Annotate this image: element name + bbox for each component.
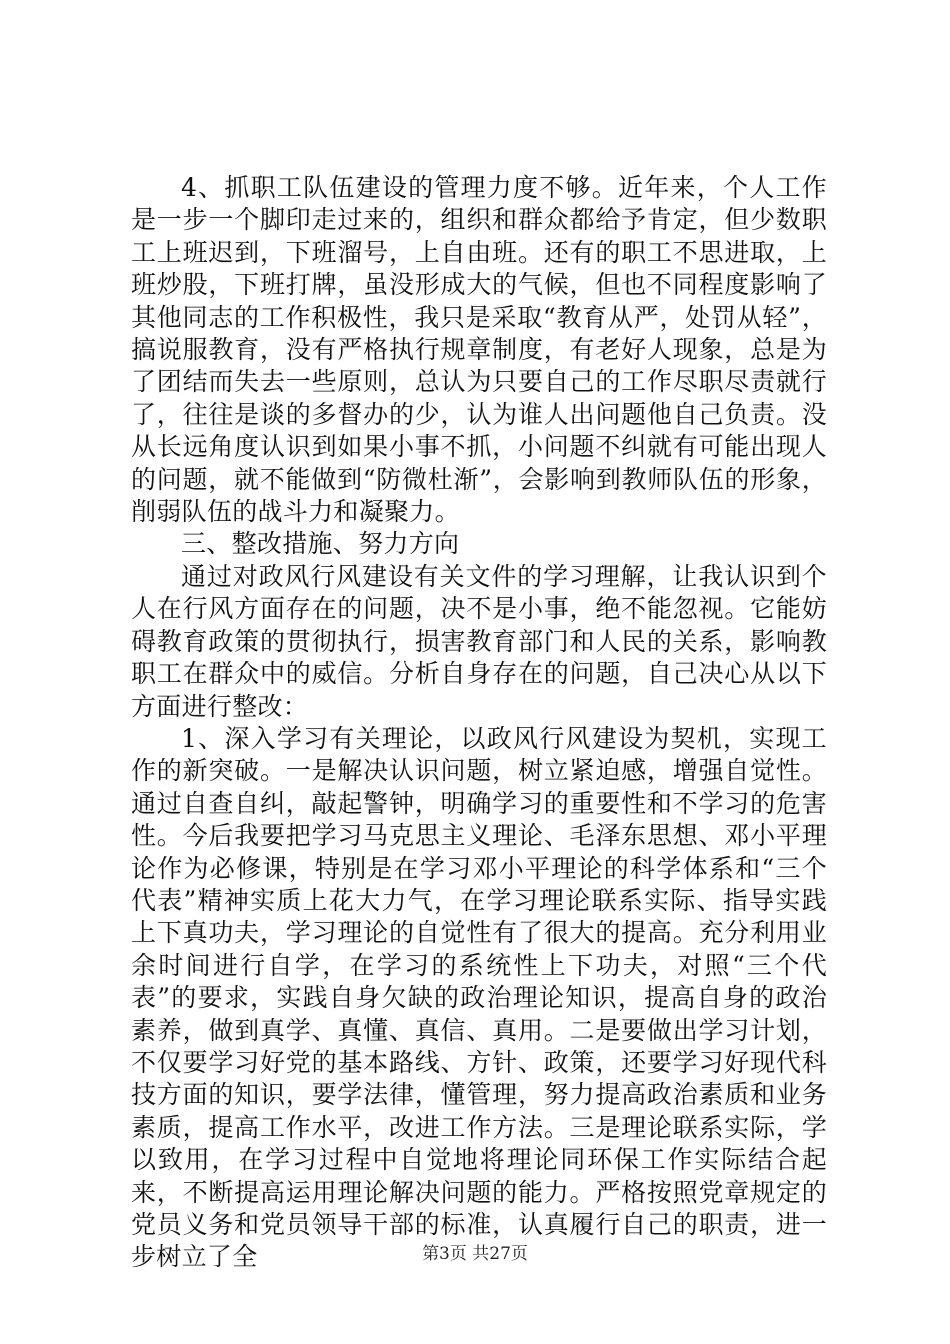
page-number-footer: 第3页 共27页 (422, 1244, 528, 1264)
paragraph-item-1-study: 1、深入学习有关理论，以政风行风建设为契机，实现工作的新突破。一是解决认识问题，树立紧迫感，增强自觉性。通过自查自纠，敲起警钟，明确学习的重要性和不学习的危害性。今后我要把学习马克思主义理论、毛泽东思想、邓小平理论作为必修课，特别是在学习邓小平理论的科学体系和“三个代表”精神实质上花大力气，在学习理论联系实际、指导实践上下真功夫，学习理论的自觉性有了很大的提高。充分利用业余时间进行自学，在学习的系统性上下功夫，对照“三个代表”的要求，实践自身欠缺的政治理论知识，提高自身的政治素养，做到真学、真懂、真信、真用。二是要做出学习计划，不仅要学习好党的基本路线、方针、政策，还要学习好现代科技方面的知识，要学法律，懂管理，努力提高政治素质和业务素质，提高工作水平，改进工作方法。三是理论联系实际，学以致用，在学习过程中自觉地将理论同环保工作实际结合起来，不断提高运用理论解决问题的能力。严格按照党章规定的党员义务和党员领导干部的标准，认真履行自己的职责，进一步树立了全 (131, 723, 827, 1272)
section-heading-rectification: 三、整改措施、努力方向 (181, 529, 460, 559)
paragraph-item-4: 4、抓职工队伍建设的管理力度不够。近年来，个人工作是一步一个脚印走过来的，组织和群众都给予肯定，但少数职工上班迟到，下班溜号，上自由班。还有的职工不思进取，上班炒股，下班打牌，虽没形成大的气候，但也不同程度影响了其他同志的工作积极性，我只是采取“教育从严，处罚从轻”，搞说服教育，没有严格执行规章制度，有老好人现象，总是为了团结而失去一些原则，总认为只要自己的工作尽职尽责就行了，往往是谈的多督办的少，认为谁人出问题他自己负责。没从长远角度认识到如果小事不抓，小问题不纠就有可能出现人的问题，就不能做到“防微杜渐”，会影响到教师队伍的形象，削弱队伍的战斗力和凝聚力。 (131, 173, 827, 527)
paragraph-rectification-intro: 通过对政风行风建设有关文件的学习理解，让我认识到个人在行风方面存在的问题，决不是小事，绝不能忽视。它能妨碍教育政策的贯彻执行，损害教育部门和人民的关系，影响教职工在群众中的威信。分析自身存在的问题，自己决心从以下方面进行整改： (131, 561, 827, 721)
document-body (131, 172, 827, 1274)
